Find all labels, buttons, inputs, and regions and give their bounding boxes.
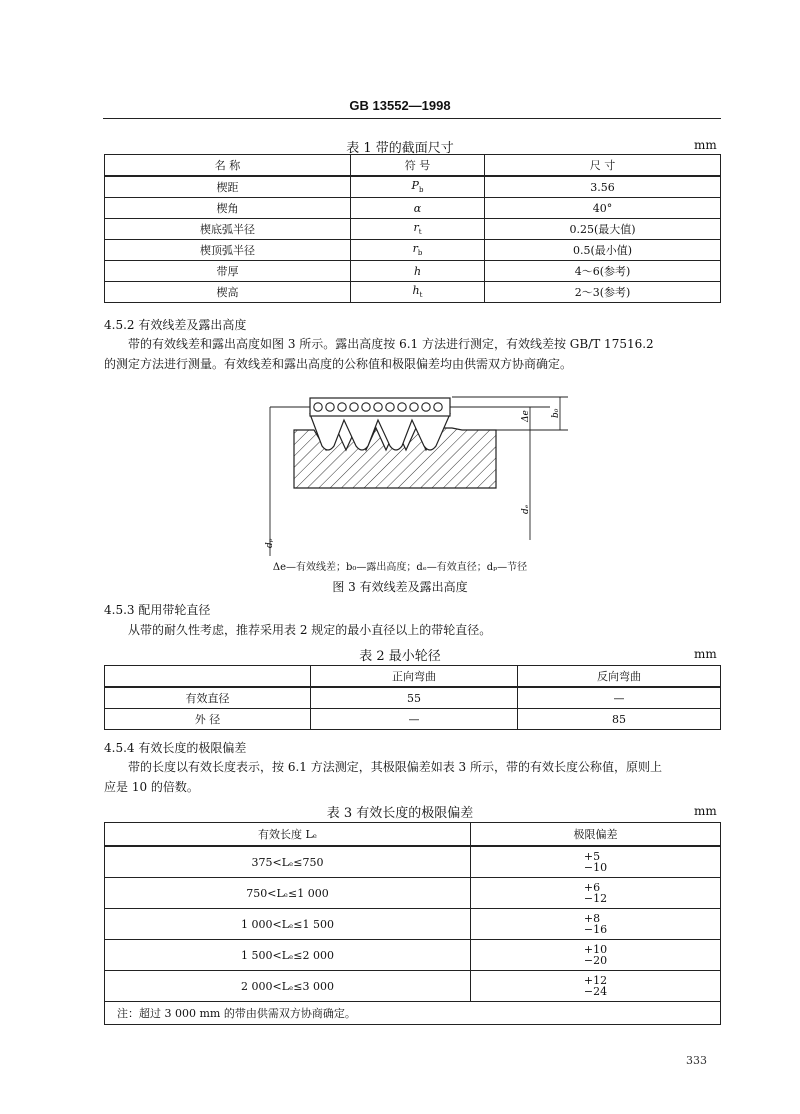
standard-code-header: GB 13552—1998: [349, 98, 451, 113]
table-cell: 40°: [485, 198, 721, 219]
figure3-caption: 图 3 有效线差及露出高度: [332, 580, 468, 594]
paragraph-4-5-2-line2: 的测定方法进行测量。有效线差和露出高度的公称值和极限偏差均由供需双方协商确定。: [104, 357, 573, 371]
table2-caption: 表 2 最小轮径: [359, 649, 441, 664]
table-cell: —: [518, 687, 721, 709]
table-cell: 1 000<Lₑ≤1 500: [105, 909, 471, 940]
table-header-cell: 符 号: [351, 155, 485, 177]
section-heading-4-5-3: 4.5.3 配用带轮直径: [104, 603, 211, 617]
table-cell: 2～3(参考): [485, 282, 721, 303]
tolerance-minus: −20: [583, 953, 608, 967]
figure3-belt-diagram: [260, 388, 580, 558]
table-header-cell: 有效长度 Lₑ: [105, 823, 471, 847]
table-row: [105, 846, 721, 878]
tolerance-minus: −24: [583, 984, 608, 998]
de-label: dₑ: [521, 504, 531, 514]
table3-unit: mm: [694, 804, 717, 818]
table-cell: 1 500<Lₑ≤2 000: [105, 940, 471, 971]
table-cell: 0.5(最小值): [485, 240, 721, 261]
tolerance-minus: −16: [583, 922, 608, 936]
tolerance-cell: [471, 971, 721, 1002]
table1-unit: mm: [694, 138, 717, 152]
symbol-cell: $r_t$: [351, 219, 485, 240]
table-cell: —: [311, 709, 518, 730]
symbol-cell: α: [351, 198, 485, 219]
tolerance-cell: [471, 909, 721, 940]
table-cell: 外 径: [105, 709, 311, 730]
tolerance-plus: +5: [583, 849, 601, 863]
section-heading-4-5-2: 4.5.2 有效线差及露出高度: [104, 318, 247, 332]
table1-caption: 表 1 带的截面尺寸: [346, 141, 454, 156]
table-cell: 750<Lₑ≤1 000: [105, 878, 471, 909]
b0-label: b₀: [551, 408, 561, 418]
table-row: [105, 687, 721, 709]
tolerance-plus: +12: [583, 973, 608, 987]
table-row: [105, 198, 721, 219]
table-cell: 55: [311, 687, 518, 709]
table-cell: 2 000<Lₑ≤3 000: [105, 971, 471, 1002]
table-header-cell: 名 称: [105, 155, 351, 177]
section-heading-4-5-4: 4.5.4 有效长度的极限偏差: [104, 741, 247, 755]
table-row: [105, 261, 721, 282]
tolerance-plus: +8: [583, 911, 601, 925]
table-header-cell: 反向弯曲: [518, 666, 721, 688]
page-number: 333: [686, 1054, 707, 1067]
table-row: [105, 971, 721, 1002]
tolerance-minus: −12: [583, 891, 608, 905]
symbol-cell: $P_b$: [351, 176, 485, 198]
dp-label: dₚ: [265, 538, 275, 548]
belt-cords: [314, 403, 442, 411]
table-cell: 85: [518, 709, 721, 730]
table3-length-tolerance: [104, 822, 721, 1025]
table-row: [105, 709, 721, 730]
table-header-cell: 极限偏差: [471, 823, 721, 847]
table-cell: 有效直径: [105, 687, 311, 709]
figure3-legend: Δe—有效线差；b₀—露出高度；dₑ—有效直径；dₚ—节径: [272, 562, 528, 573]
table-cell: 375<Lₑ≤750: [105, 846, 471, 878]
table-row: [105, 909, 721, 940]
symbol-cell: $r_b$: [351, 240, 485, 261]
table-cell: 楔顶弧半径: [105, 240, 351, 261]
table-row: [105, 940, 721, 971]
paragraph-4-5-4-line1: 带的长度以有效长度表示，按 6.1 方法测定，其极限偏差如表 3 所示，带的有效长度公称值，原则上: [128, 760, 662, 774]
tolerance-cell: [471, 878, 721, 909]
tolerance-cell: [471, 846, 721, 878]
table-header-cell: 尺 寸: [485, 155, 721, 177]
table-cell: 楔底弧半径: [105, 219, 351, 240]
tolerance-plus: +6: [583, 880, 601, 894]
table2-min-pulley-diameter: [104, 665, 721, 730]
symbol-cell: h: [351, 261, 485, 282]
paragraph-4-5-3-line1: 从带的耐久性考虑，推荐采用表 2 规定的最小直径以上的带轮直径。: [128, 623, 492, 637]
table-cell: 4～6(参考): [485, 261, 721, 282]
table-cell: 楔距: [105, 176, 351, 198]
tolerance-cell: [471, 940, 721, 971]
paragraph-4-5-4-line2: 应是 10 的倍数。: [104, 780, 199, 794]
table3-caption: 表 3 有效长度的极限偏差: [326, 806, 474, 821]
table-header-row: [105, 666, 721, 688]
table-row: [105, 240, 721, 261]
table-cell: 楔高: [105, 282, 351, 303]
table-row: [105, 219, 721, 240]
tolerance-minus: −10: [583, 860, 608, 874]
table-cell: 楔角: [105, 198, 351, 219]
table-header-row: [105, 823, 721, 847]
table-header-row: [105, 155, 721, 177]
paragraph-4-5-2-line1: 带的有效线差和露出高度如图 3 所示。露出高度按 6.1 方法进行测定，有效线差按 GB/T 17516.2: [128, 337, 654, 351]
tolerance-plus: +10: [583, 942, 608, 956]
table-header-cell: [105, 666, 311, 688]
table-cell: 3.56: [485, 176, 721, 198]
table-row: [105, 878, 721, 909]
delta-e-label: Δe: [521, 410, 531, 422]
table-cell: 带厚: [105, 261, 351, 282]
table-note-row: [105, 1002, 721, 1025]
header-rule: [103, 118, 721, 119]
table-row: [105, 176, 721, 198]
symbol-cell: $h_t$: [351, 282, 485, 303]
table-cell: 0.25(最大值): [485, 219, 721, 240]
table-row: [105, 282, 721, 303]
table1-section-dimensions: [104, 154, 721, 303]
table-header-cell: 正向弯曲: [311, 666, 518, 688]
table2-unit: mm: [694, 647, 717, 661]
table-note: 注：超过 3 000 mm 的带由供需双方协商确定。: [105, 1002, 721, 1025]
